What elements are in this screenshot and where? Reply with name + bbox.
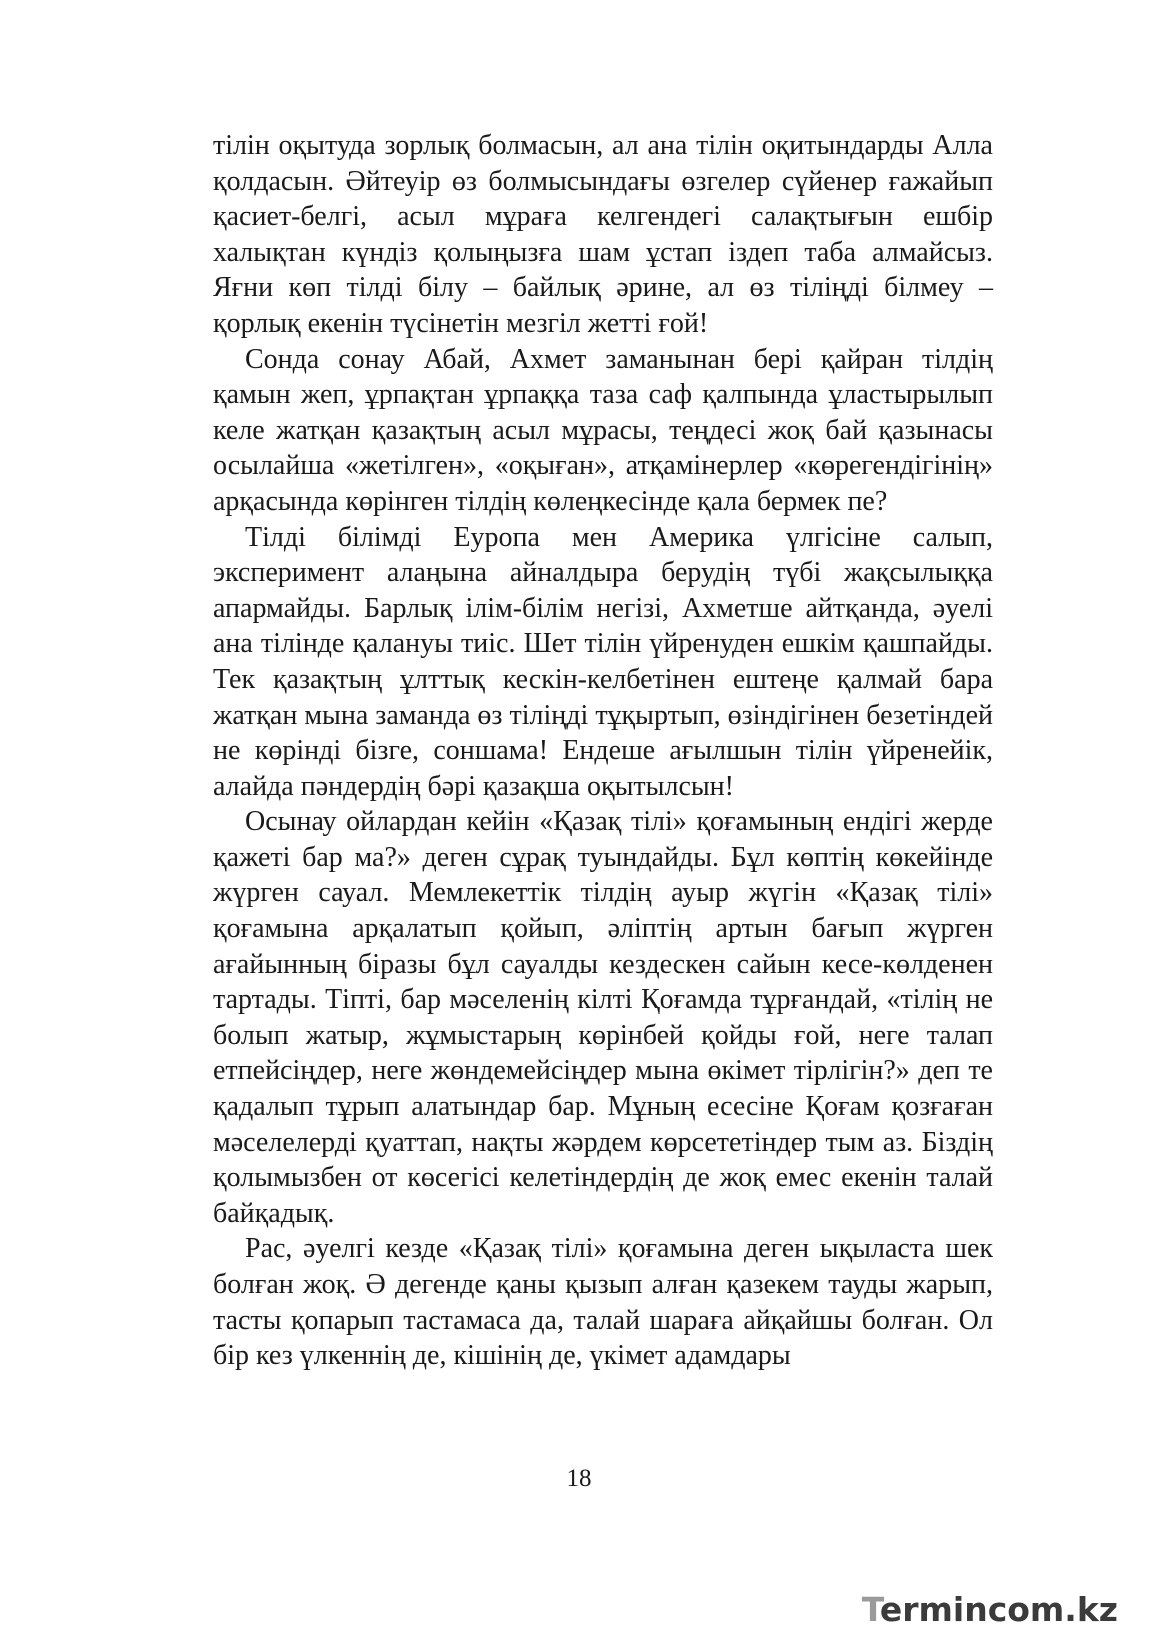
page-number: 18: [566, 1465, 592, 1492]
paragraph-4: Осынау ойлардан кейін «Қазақ тілі» қоғамының ендігі жерде қажеті бар ма?» деген сұрақ туындайды. Бұл көптің көкейінде жүрген сауал. Мемлекеттік тілдің ауыр жүгін «Қазақ тілі» қоғамына арқалатып қойып, әліптің артын бағып жүрген ағайынның біразы бұл сауалды кездескен сайын кесе-көлденен тартады. Тіпті, бар мәселенің кілті Қоғамда тұрғандай, «тілің не болып жатыр, жұмыстарың көрінбей қойды ғой, неге талап етпейсіңдер, неге жөндемейсіңдер мына өкімет тірлігін?» деп те қадалып тұрып алатындар бар. Мұның есесіне Қоғам қозғаған мәселелерді қуаттап, нақты жәрдем көрсететіндер тым аз. Біздің қолымызбен от көсегісі келетіндердің де жоқ емес екенін талай байқадық.: [213, 806, 993, 1229]
watermark-prefix: T: [861, 1590, 880, 1629]
document-page: [213, 128, 993, 1374]
paragraph-2: Сонда сонау Абай, Ахмет заманынан бері қайран тілдің қамын жеп, ұрпақтан ұрпаққа таза саф қалпында ұластырылып келе жатқан қазақтың асыл мұрасы, теңдесі жоқ бай қазынасы осылайша «жетілген», «оқыған», атқамінерлер «көрегендігінің» арқасында көрінген тілдің көлеңкесінде қала бермек пе?: [213, 343, 993, 517]
watermark-logo: [862, 1590, 1118, 1629]
paragraph-1: тілін оқытуда зорлық болмасын, ал ана тілін оқитындарды Алла қолдасын. Әйтеуір өз болмысындағы өзгелер сүйенер ғажайып қасиет-белгі, асыл мұраға келгендегі салақтығын ешбір халықтан күндіз қолыңызға шам ұстап іздеп таба алмайсыз. Яғни көп тілді білу – байлық әрине, ал өз тіліңді білмеу – қорлық екенін түсінетін мезгіл жетті ғой!: [213, 130, 993, 339]
watermark-text: ermincom.kz: [879, 1590, 1118, 1629]
paragraph-5: Рас, әуелгі кезде «Қазақ тілі» қоғамына деген ықыласта шек болған жоқ. Ә дегенде қаны қызып алған қазекем тауды жарып, тасты қопарып тастамаса да, талай шараға айқайшы болған. Ол бір кез үлкеннің де, кішінің де, үкімет адамдары: [213, 1233, 993, 1372]
paragraph-3: Тілді білімді Еуропа мен Америка үлгісіне салып, эксперимент алаңына айналдыра берудің түбі жақсылыққа апармайды. Барлық ілім-білім негізі, Ахметше айтқанда, әуелі ана тілінде қалануы тиіс. Шет тілін үйренуден ешкім қашпайды. Тек қазақтың ұлттық кескін-келбетінен ештеңе қалмай бара жатқан мына заманда өз тіліңді тұқыртып, өзіндігінен безетіндей не көрінді бізге, соншама! Ендеше ағылшын тілін үйренейік, алайда пәндердің бәрі қазақша оқытылсын!: [213, 521, 993, 802]
